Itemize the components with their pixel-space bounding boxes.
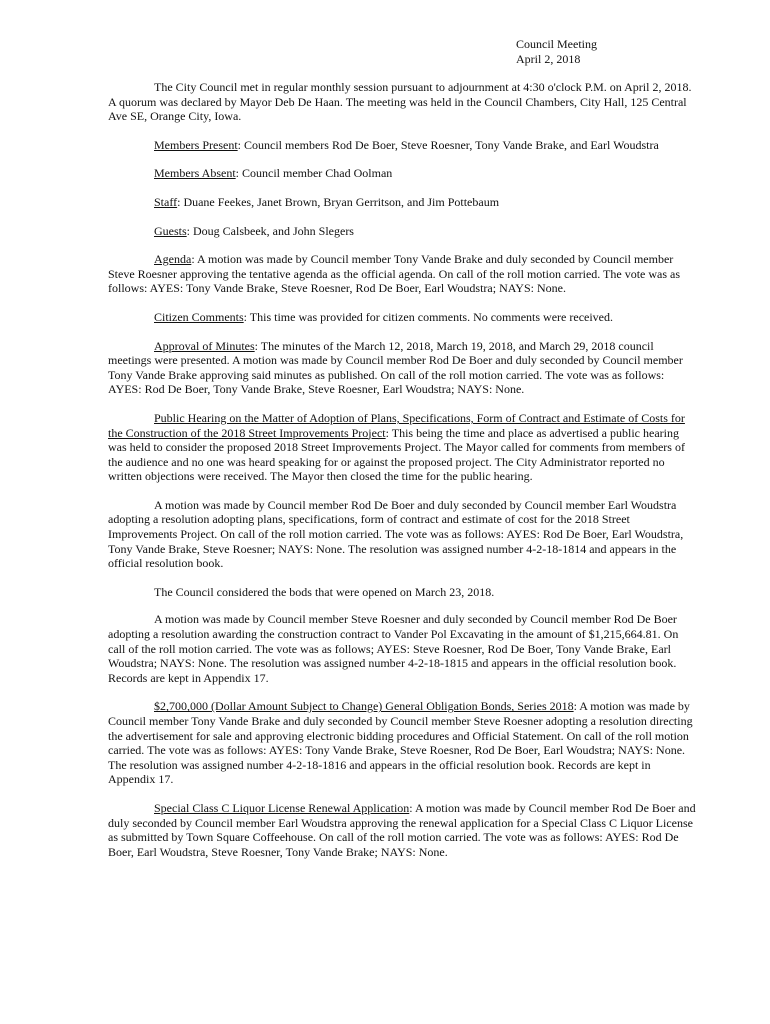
bonds-paragraph [108, 699, 696, 787]
paragraph-heading: Members Absent [154, 166, 236, 181]
paragraph-text: : This being the time and place as advertised a public hearing was held to consider the proposed 2018 Street Improvements Project. The Mayor called for comments from members of the audience and no one was heard speaking for or against the proposed project. The City Administrator reported no written objections were received. The Mayor then closed the time for the public hearing. [108, 425, 685, 484]
paragraph-text: : A motion was made by Council member Rod De Boer and duly seconded by Council member Earl Woudstra approving the renewal application for a Special Class C Liquor License as submitted by Town Square Coffeehouse. On call of the roll motion carried. The vote was as follows: AYES: Rod De Boer, Earl Woudstra, Steve Roesner, Tony Vande Brake; NAYS: None. [108, 800, 696, 859]
paragraph-text: : A motion was made by Council member Tony Vande Brake and duly seconded by Council member Steve Roesner adopting a resolution directing the advertisement for sale and approving electronic bidding procedures and Official Statement. On call of the roll motion carried. The vote was as follows: AYES: Tony Vande Brake, Steve Roesner, Rod De Boer, Earl Woudstra; NAYS: None. The resolution was assigned number 4-2-18-1816 and appears in the official resolution book. Records are kept in Appendix 17. [108, 699, 693, 787]
paragraph-text: The City Council met in regular monthly session pursuant to adjournment at 4:30 o'clock P.M. on April 2, 2018. A quorum was declared by Mayor Deb De Haan. The meeting was held in the Council Chambers, City Hall, 125 Central Ave SE, Orange City, Iowa. [108, 80, 692, 124]
paragraph-text: : Doug Calsbeek, and John Slegers [186, 223, 354, 238]
paragraph-text: : A motion was made by Council member Tony Vande Brake and duly seconded by Council member Steve Roesner approving the tentative agenda as the official agenda. On call of the roll motion carried. The vote was as follows: AYES: Tony Vande Brake, Steve Roesner, Rod De Boer, Earl Woudstra; NAYS: None. [108, 252, 681, 296]
paragraph-text: : This time was provided for citizen comments. No comments were received. [243, 309, 614, 324]
opening-paragraph [108, 80, 696, 124]
paragraph-text: The Council considered the bods that were opened on March 23, 2018. [154, 584, 495, 599]
minutes-body [108, 80, 696, 873]
paragraph-heading: $2,700,000 (Dollar Amount Subject to Change) General Obligation Bonds, Series 2018 [154, 699, 574, 714]
liquor-license-paragraph [108, 801, 696, 859]
paragraph-heading: Approval of Minutes [154, 338, 255, 353]
paragraph-heading: Members Present [154, 137, 238, 152]
members-present-paragraph [108, 138, 696, 153]
paragraph-text: : The minutes of the March 12, 2018, March 19, 2018, and March 29, 2018 council meetings were presented. A motion was made by Council member Rod De Boer and duly seconded by Council member Tony Vande Brake approving said minutes as published. On call of the roll motion carried. The vote was as follows: AYES: Rod De Boer, Tony Vande Brake, Steve Roesner, Earl Woudstra; NAYS: None. [108, 338, 683, 397]
meeting-title: Council Meeting [516, 37, 597, 51]
staff-paragraph [108, 195, 696, 210]
bids-considered-paragraph [108, 585, 696, 600]
paragraph-heading: Special Class C Liquor License Renewal Application [154, 800, 410, 815]
paragraph-text: : Council members Rod De Boer, Steve Roesner, Tony Vande Brake, and Earl Woudstra [237, 137, 659, 152]
paragraph-heading: Agenda [154, 252, 192, 267]
plans-resolution-paragraph [108, 498, 696, 571]
guests-paragraph [108, 224, 696, 239]
paragraph-heading: Guests [154, 223, 187, 238]
paragraph-text: : Duane Feekes, Janet Brown, Bryan Gerritson, and Jim Pottebaum [177, 194, 500, 209]
approval-of-minutes-paragraph [108, 339, 696, 397]
paragraph-heading: Citizen Comments [154, 309, 244, 324]
meeting-header [516, 37, 597, 66]
paragraph-heading: Staff [154, 194, 178, 209]
contract-award-paragraph [108, 612, 696, 685]
agenda-paragraph [108, 252, 696, 296]
paragraph-text: A motion was made by Council member Steve Roesner and duly seconded by Council member Rod De Boer adopting a resolution awarding the construction contract to Vander Pol Excavating in the amount of $1,215,664.81. On call of the roll motion carried. The vote was as follows; AYES: Steve Roesner, Rod De Boer, Tony Vande Brake, Earl Woudstra; NAYS: None. The resolution was assigned number 4-2-18-1815 and appears in the official resolution book. Records are kept in Appendix 17. [108, 612, 679, 685]
paragraph-heading: Public Hearing on the Matter of Adoption of Plans, Specifications, Form of Contract and Estimate of Costs for the Construction of the 2018 Street Improvements Project [108, 410, 685, 440]
paragraph-text: A motion was made by Council member Rod De Boer and duly seconded by Council member Earl Woudstra adopting a resolution adopting plans, specifications, form of contract and estimate of cost for the 2018 Street Improvements Project. On call of the roll motion carried. The vote was as follows: AYES: Rod De Boer, Earl Woudstra, Tony Vande Brake, Steve Roesner; NAYS: None. The resolution was assigned number 4-2-18-1814 and appears in the official resolution book. [108, 497, 684, 571]
paragraph-text: : Council member Chad Oolman [235, 166, 393, 181]
meeting-date: April 2, 2018 [516, 51, 581, 66]
members-absent-paragraph [108, 166, 696, 181]
citizen-comments-paragraph [108, 310, 696, 325]
public-hearing-paragraph [108, 411, 696, 484]
